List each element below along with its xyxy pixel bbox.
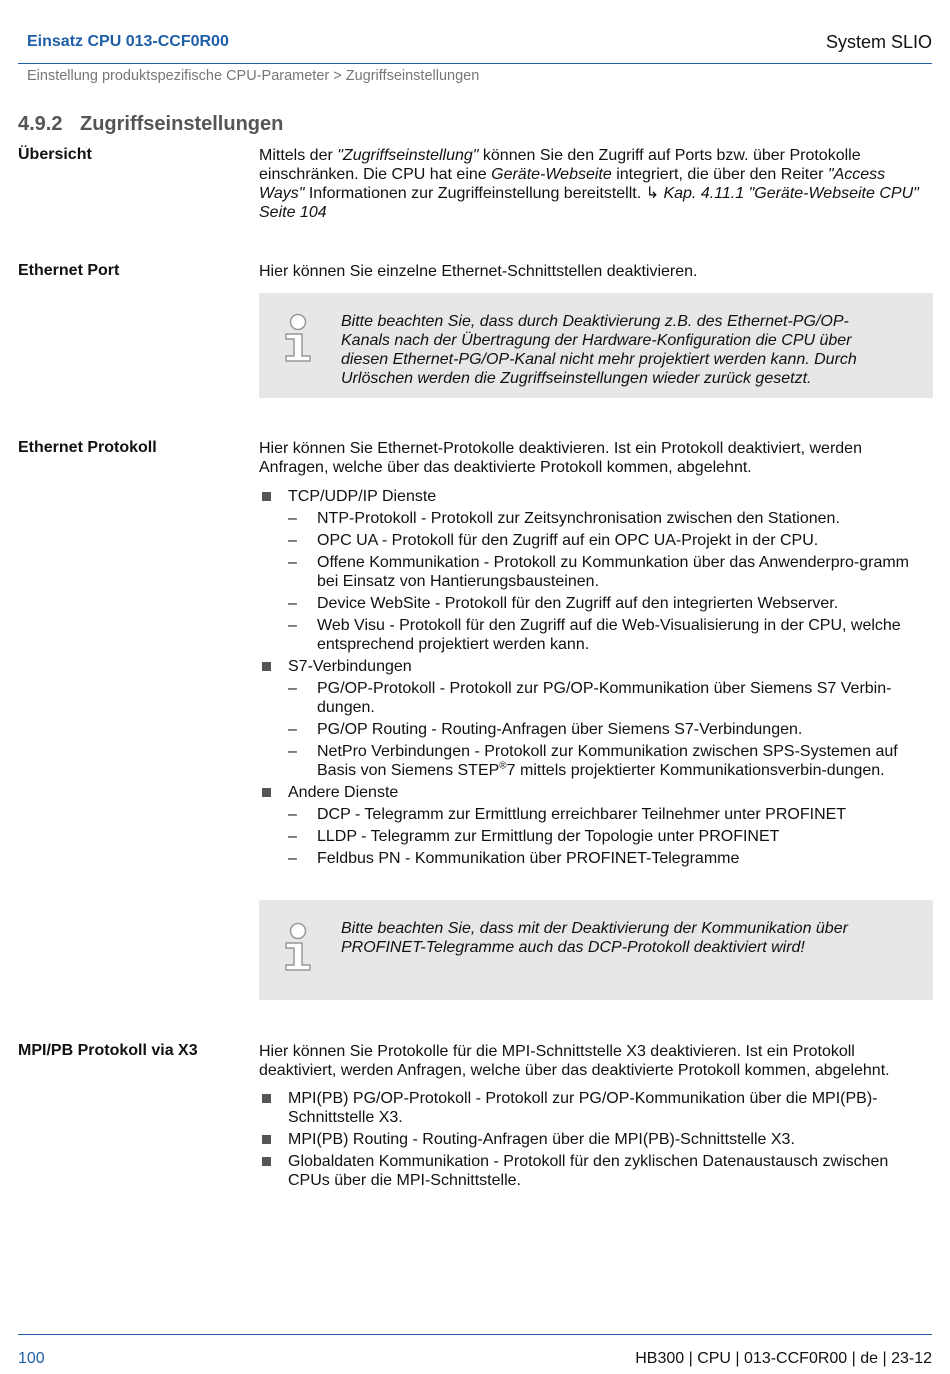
sub-list-item: – PG/OP Routing - Routing-Anfragen über Siemens S7-Verbindungen. [288, 721, 803, 738]
square-bullet-icon [262, 492, 271, 501]
footer-rule [18, 1334, 932, 1335]
section-title: Zugriffseinstellungen [80, 113, 284, 135]
label-ethernet-protocol: Ethernet Protokoll [18, 439, 157, 456]
sub-list-item: – DCP - Telegramm zur Ermittlung erreichbarer Teilnehmer unter PROFINET [288, 806, 847, 823]
ethernet-port-text: Hier können Sie einzelne Ethernet-Schnittstellen deaktivieren. [259, 263, 698, 280]
info-icon [281, 920, 315, 972]
sub-list-item: – Web Visu - Protokoll für den Zugriff auf die Web-Visualisierung in der CPU, welche entsprechend projektiert werden kann. [288, 617, 901, 653]
mpi-protocol-text: Hier können Sie Protokolle für die MPI-Schnittstelle X3 deaktivieren. Ist ein Protokoll deaktiviert, werden Anfragen, welche über das deaktivierte Protokoll kommen, abgelehnt. [259, 1043, 890, 1079]
header-rule [18, 63, 932, 64]
note-box-ethernet-port [259, 293, 933, 398]
document-id: HB300 | CPU | 013-CCF0R00 | de | 23-12 [635, 1350, 932, 1367]
label-mpi-protocol: MPI/PB Protokoll via X3 [18, 1042, 198, 1059]
link-arrow-icon: ↳ [645, 185, 660, 202]
label-overview: Übersicht [18, 146, 92, 163]
sub-list-item: – OPC UA - Protokoll für den Zugriff auf ein OPC UA-Projekt in der CPU. [288, 532, 819, 549]
note-text: Bitte beachten Sie, dass durch Deaktivierung z.B. des Ethernet-PG/OP-Kanals nach der Übertragung der Hardware-Konfiguration die CPU über diesen Ethernet-PG/OP-Kanal nicht mehr projektiert werden kann. Durch Urlöschen werden die Zugriffseinstellungen wieder zurück gesetzt. [341, 313, 857, 387]
mpi-protocol-list [259, 1089, 931, 1193]
sub-list-item: – Feldbus PN - Kommunikation über PROFINET-Telegramme [288, 850, 740, 867]
info-icon [281, 311, 315, 363]
square-bullet-icon [262, 1094, 271, 1103]
label-ethernet-port: Ethernet Port [18, 262, 120, 279]
list-item: MPI(PB) PG/OP-Protokoll - Protokoll zur PG/OP-Kommunikation über die MPI(PB)-Schnittstelle X3. [259, 1089, 931, 1127]
square-bullet-icon [262, 662, 271, 671]
breadcrumb: Einstellung produktspezifische CPU-Parameter > Zugriffseinstellungen [27, 68, 480, 84]
header-chapter-title: Einsatz CPU 013-CCF0R00 [27, 33, 229, 50]
section-heading [18, 113, 283, 136]
section-number: 4.9.2 [18, 113, 63, 135]
sub-list-item: – Device WebSite - Protokoll für den Zugriff auf den integrierten Webserver. [288, 595, 839, 612]
list-item: MPI(PB) Routing - Routing-Anfragen über die MPI(PB)-Schnittstelle X3. [259, 1130, 931, 1149]
note-box-ethernet-protocol [259, 900, 933, 1000]
page-number: 100 [18, 1350, 45, 1367]
list-item: S7-Verbindungen [259, 657, 931, 676]
square-bullet-icon [262, 1135, 271, 1144]
chapter-link[interactable]: ↳ Kap. 4.11.1 "Geräte-Webseite CPU" Seite 104 [259, 185, 919, 221]
overview-text: Mittels der "Zugriffseinstellung" können Sie den Zugriff auf Ports bzw. über Protokolle einschränken. Die CPU hat eine Geräte-Webseite integriert, die über den Reiter "Access Ways" Informationen zur Zugriffeinstellung bereitstellt. ↳ Kap. 4.11.1 "Geräte-Webseite CPU" Seite 104 [259, 147, 919, 221]
list-item: Andere Dienste [259, 783, 931, 802]
square-bullet-icon [262, 1157, 271, 1166]
list-item: Globaldaten Kommunikation - Protokoll für den zyklischen Datenaustausch zwischen CPUs über die MPI-Schnittstelle. [259, 1152, 931, 1190]
note-text: Bitte beachten Sie, dass mit der Deaktivierung der Kommunikation über PROFINET-Telegramme auch das DCP-Protokoll deaktiviert wird! [341, 920, 848, 956]
list-item: TCP/UDP/IP Dienste [259, 487, 931, 506]
ethernet-protocol-text: Hier können Sie Ethernet-Protokolle deaktivieren. Ist ein Protokoll deaktiviert, werden Anfragen, welche über das deaktivierte Protokoll kommen, abgelehnt. [259, 440, 862, 476]
sub-list-item: – Offene Kommunikation - Protokoll zu Kommunkation über das Anwenderpro-gramm bei Einsatz von Hantierungsbausteinen. [288, 554, 909, 590]
header-product-name: System SLIO [825, 32, 932, 52]
sub-list-item: – NTP-Protokoll - Protokoll zur Zeitsynchronisation zwischen den Stationen. [288, 510, 840, 527]
sub-list-item: – NetPro Verbindungen - Protokoll zur Kommunikation zwischen SPS-Systemen auf Basis von Siemens STEP®7 mittels projektierter Kommunikationsverbin-dungen. [288, 743, 898, 779]
ethernet-protocol-list [259, 487, 931, 871]
square-bullet-icon [262, 788, 271, 797]
sub-list-item: – LLDP - Telegramm zur Ermittlung der Topologie unter PROFINET [288, 828, 780, 845]
sub-list-item: – PG/OP-Protokoll - Protokoll zur PG/OP-Kommunikation über Siemens S7 Verbin-dungen. [288, 680, 892, 716]
